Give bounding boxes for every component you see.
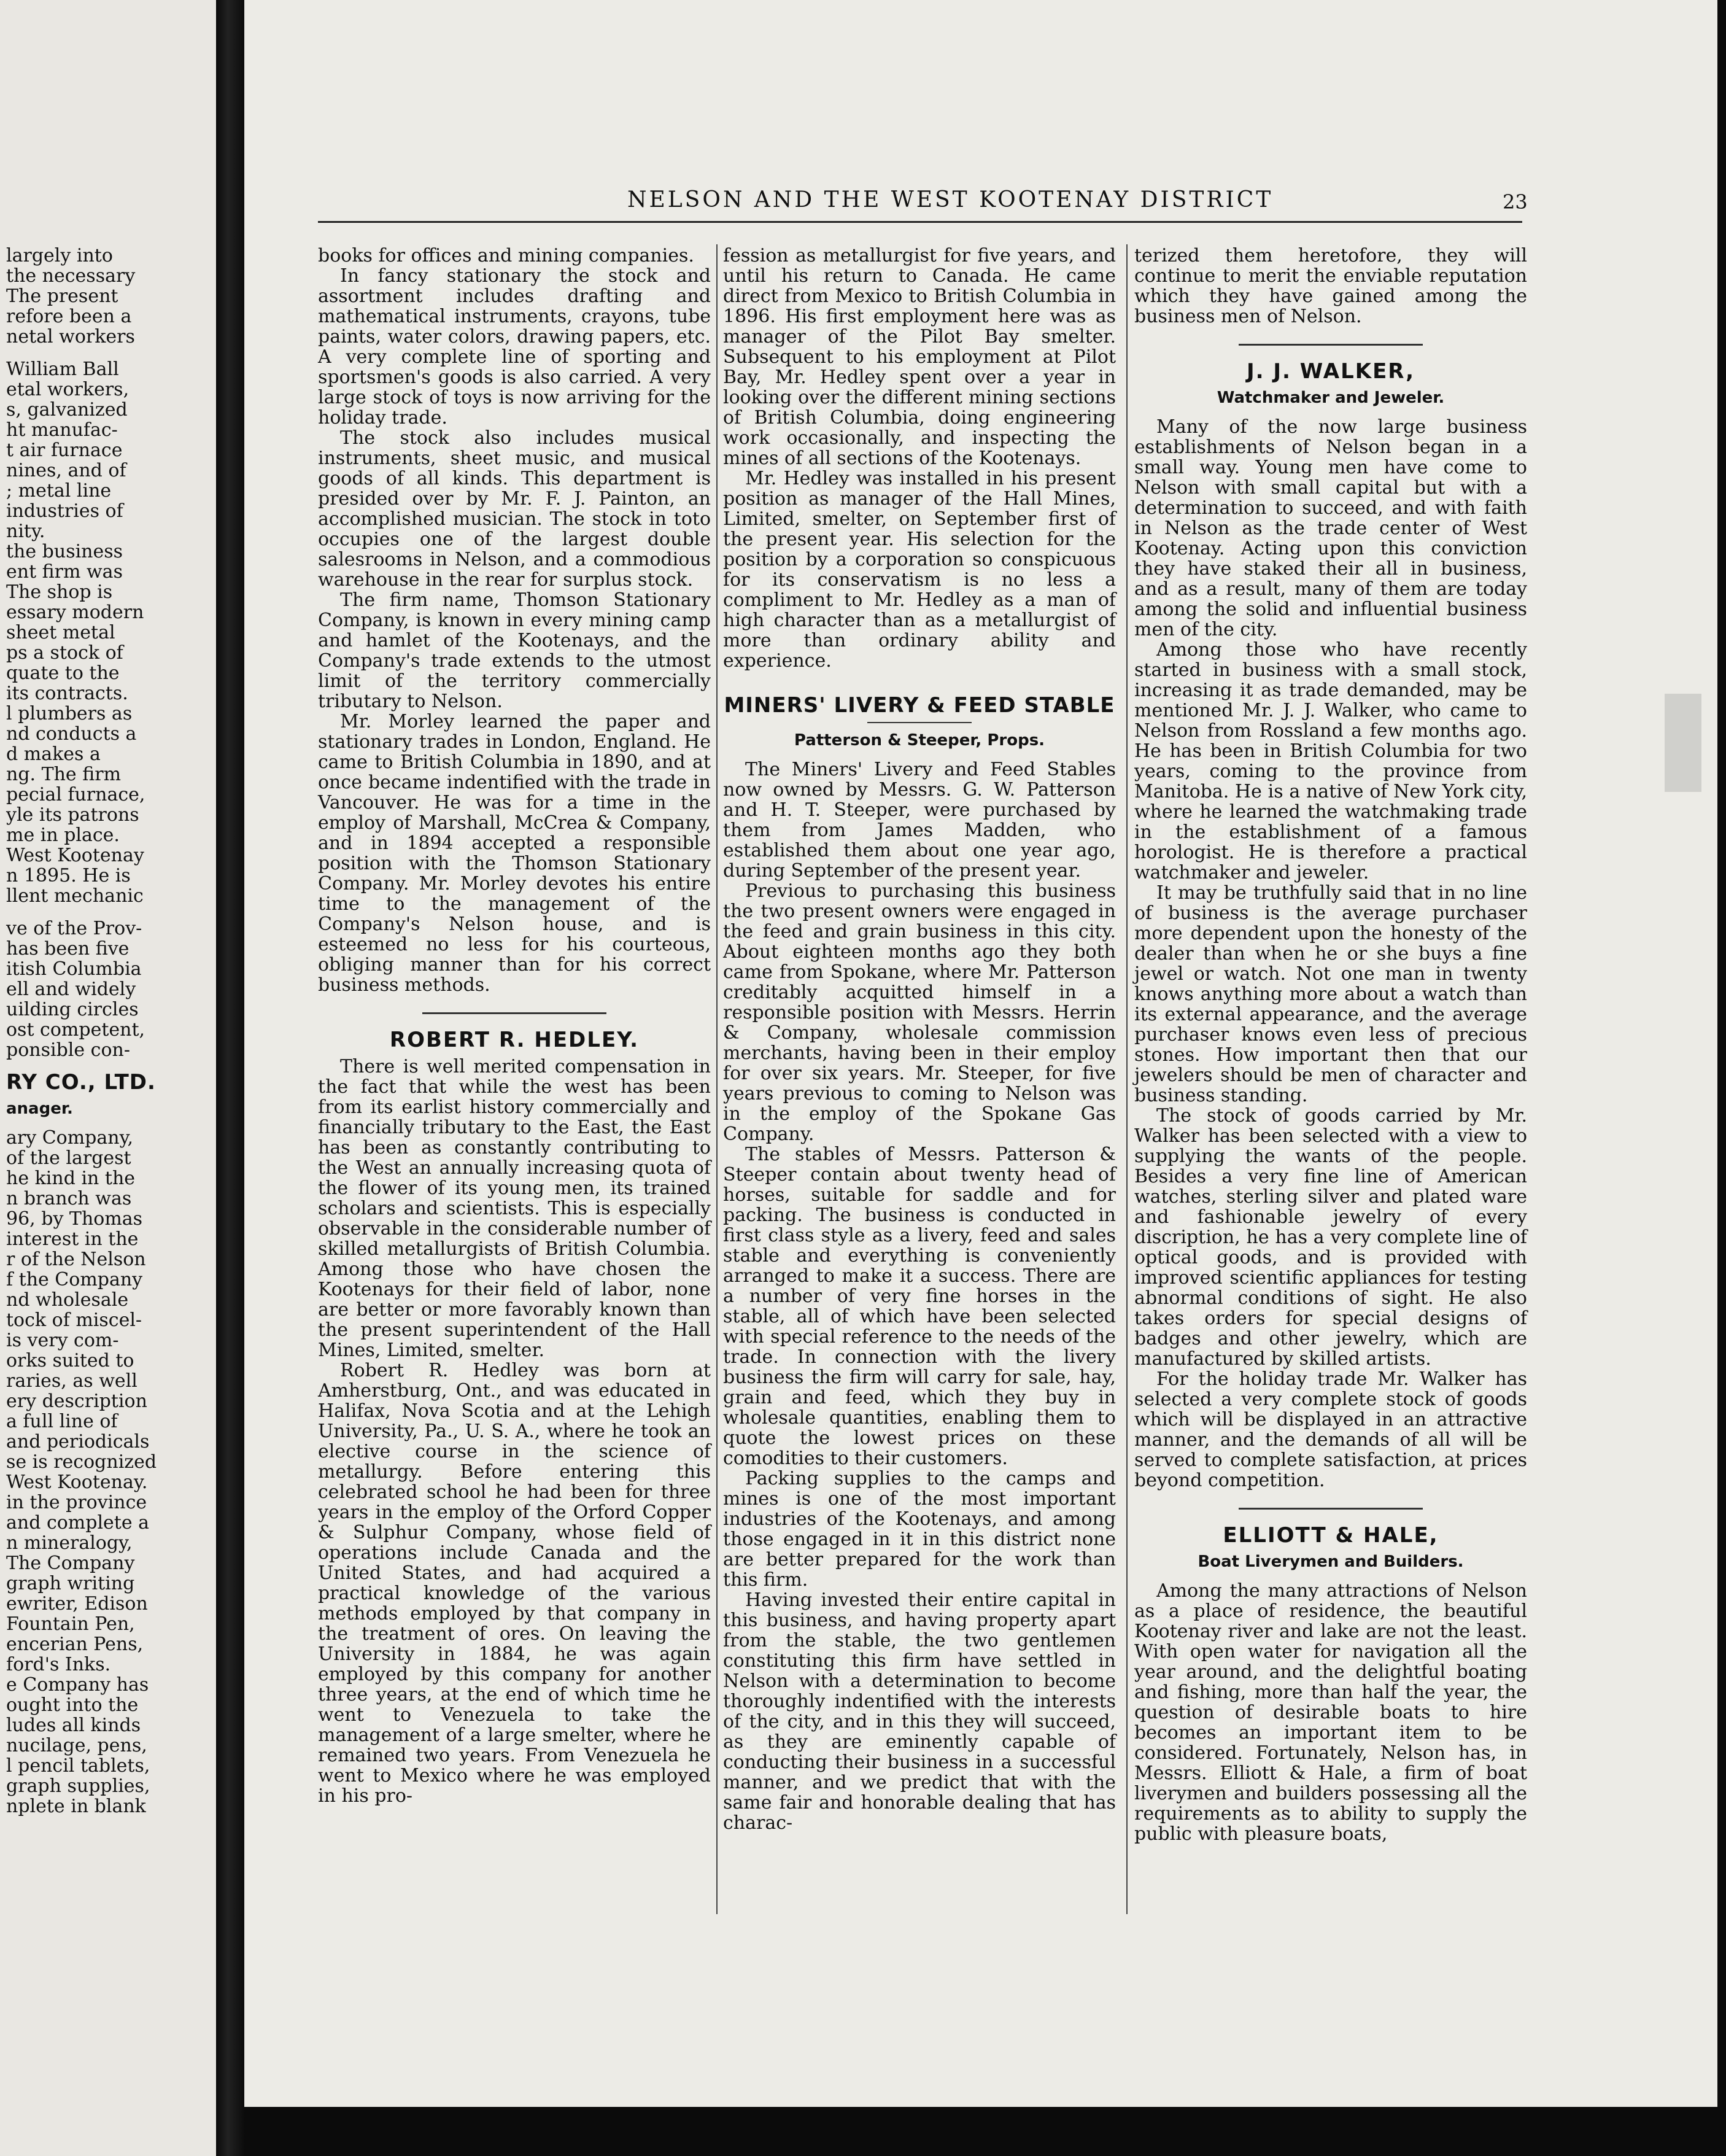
facing-page-text: the business ent firm was The shop is essary modern sheet metal ps a stock of quate to the its contracts. l plumbers as nd conducts a d makes a ng. The firm pecial furnace, yle its patrons me in place. West Kootenay n 1895. He is llent mechanic [6, 541, 145, 907]
facing-page-column [6, 246, 206, 1817]
facing-page-text: ve of the Prov- has been five itish Columbia ell and widely uilding circles ost competent, ponsible con- [6, 918, 145, 1061]
paragraph: Many of the now large business establishments of Nelson began in a small way. Young men have come to Nelson with small capital but with a determination to succeed, and with faith in Nelson as the trade center of West Kootenay. Acting upon this conviction they have staked their all in business, and as a result, many of them are today among the solid and influential business men of the city. [1134, 416, 1527, 640]
header-rule [318, 221, 1522, 223]
facing-page-subheading: anager. [6, 1099, 73, 1118]
column-rule [716, 244, 718, 1914]
facing-page-heading: RY CO., LTD. [6, 1070, 156, 1095]
section-heading: ELLIOTT & HALE, [1223, 1523, 1439, 1548]
book-gutter [216, 0, 246, 2156]
paragraph: The stock also includes musical instruments, sheet music, and musical goods of all kinds. This department is presided over by Mr. F. J. Painton, an accomplished musician. The stock in toto occupies one of the largest double salesrooms in Nelson, and a commodious warehouse in the rear for surplus stock. [318, 427, 711, 591]
paragraph: Mr. Morley learned the paper and stationary trades in London, England. He came to British Columbia in 1890, and at once became indentified with the trade in Vancouver. He was for a time in the employ of Marshall, McCrea & Company, and in 1894 accepted a responsible position with the Thomson Stationary Company. Mr. Morley devotes his entire time to the management of the Company's Nelson house, and is esteemed no less for his courteous, obliging manner than for his correct business methods. [318, 711, 711, 996]
facing-page-text: largely into the necessary The present refore been a netal workers [6, 245, 136, 347]
paragraph: Robert R. Hedley was born at Amherstburg, Ont., and was educated in Halifax, Nova Scotia and at the Lehigh University, Pa., U. S. A., where he took an elective course in the science of metallurgy. Before entering this celebrated school he had been for three years in the employ of the Orford Copper & Sulphur Company, whose field of operations include Canada and the United States, and had acquired a practical knowledge of the various methods employed by that company in the treatment of ores. On leaving the University in 1884, he was again employed by this company for another three years, at the end of which time he went to Venezuela to take the management of a large smelter, where he remained two years. From Venezuela he went to Mexico where he was employed in his pro- [318, 1360, 711, 1807]
paragraph: The firm name, Thomson Stationary Company, is known in every mining camp and hamlet of the Kootenays, and the Company's trade extends to the utmost limit of the territory commercially tributary to Nelson. [318, 589, 711, 712]
paragraph: Among those who have recently started in business with a small stock, increasing it as trade demanded, may be mentioned Mr. J. J. Walker, who came to Nelson from Rossland a few months ago. He has been in British Columbia for two years, coming to the province from Manitoba. He is a native of New York city, where he learned the watchmaking trade in the establishment of a famous horologist. He is therefore a practical watchmaker and jeweler. [1134, 639, 1527, 883]
facing-page-fragment [0, 0, 216, 2156]
paragraph: The stables of Messrs. Patterson & Steeper contain about twenty head of horses, suitable for saddle and for packing. The business is conducted in first class style as a livery, feed and sales stable and everything is conveniently arranged to make it a success. There are a number of very fine horses in the stable, all of which have been selected with special reference to the needs of the trade. In connection with the livery business the firm will carry for sale, hay, grain and feed, which they buy in wholesale quantities, enabling them to quote the lowest prices on these comodities to their customers. [723, 1144, 1116, 1469]
paragraph: There is well merited compensation in the fact that while the west has been from its earlist history commercially and financially tributary to the East, the East has been as constantly contributing to the West an annually increasing quota of the flower of its young men, its trained scholars and scientists. This is especially observable in the considerable number of skilled metallurgists of British Columbia. Among those who have chosen the Kootenays for their field of labor, none are better or more favorably known than the present superintendent of the Hall Mines, Limited, smelter. [318, 1056, 711, 1361]
section-heading: MINERS' LIVERY & FEED STABLE [724, 693, 1115, 718]
column-2 [723, 246, 1116, 1833]
facing-page-text: William Ball etal workers, s, galvanized ht manufac- t air furnace nines, and of ; metal line industries of nity. [6, 359, 130, 542]
paragraph: The stock of goods carried by Mr. Walker has been selected with a view to supplying the wants of the people. Besides a very fine line of American watches, sterling silver and plated ware and fashionable jewelry of every discription, he has a very complete line of optical goods, and is provided with improved scientific appliances for testing abnormal conditions of sight. He also takes orders for special designs of badges and other jewelry, which are manufactured by skilled artists. [1134, 1105, 1527, 1370]
page-number: 23 [1503, 190, 1528, 214]
paragraph: It may be truthfully said that in no line of business is the average purchaser more dependent upon the honesty of the dealer than when he or she buys a fine jewel or watch. Not one man in twenty knows anything more about a watch than its external appearance, and the average purchaser knows even less of precious stones. How important then that our jewelers should be men of character and business standing. [1134, 882, 1527, 1106]
section-heading: J. J. WALKER, [1246, 359, 1415, 384]
section-subheading: Patterson & Steeper, Props. [794, 731, 1045, 750]
paragraph: The Miners' Livery and Feed Stables now owned by Messrs. G. W. Patterson and H. T. Steeper, were purchased by them from James Madden, who established them about one year ago, during September of the present year. [723, 759, 1116, 882]
section-divider [1239, 344, 1423, 346]
paragraph: Packing supplies to the camps and mines is one of the most important industries of the Kootenays, and among those engaged in it in this district none are better prepared for the work than this firm. [723, 1468, 1116, 1591]
paragraph: In fancy stationary the stock and assortment includes drafting and mathematical instruments, crayons, tube paints, water colors, drawing papers, etc. A very complete line of sporting and sportsmen's goods is also carried. A very large stock of toys is now arriving for the holiday trade. [318, 265, 711, 428]
paragraph: Among the many attractions of Nelson as a place of residence, the beautiful Kootenay river and lake are not the least. With open water for navigation all the year around, and the delightful boating and fishing, more than half the year, the question of desirable boats to hire becomes an important item to be considered. Fortunately, Nelson has, in Messrs. Elliott & Hale, a firm of boat liverymen and builders possessing all the requirements as to ability to supply the public with pleasure boats, [1134, 1580, 1527, 1845]
facing-page-text: ary Company, of the largest he kind in the n branch was 96, by Thomas interest in the r of the Nelson f the Company nd wholesale tock of miscel- is very com- orks suited to raries, as well ery description a full line of and periodicals [6, 1127, 150, 1452]
column-rule [1126, 244, 1128, 1914]
heading-underline [867, 722, 972, 723]
running-header: NELSON AND THE WEST KOOTENAY DISTRICT [627, 187, 1274, 212]
paragraph: Previous to purchasing this business the two present owners were engaged in the feed and grain business in this city. About eighteen months ago they both came from Spokane, where Mr. Patterson creditably acquitted himself in a responsible position with Messrs. Herrin & Company, wholesale commission merchants, having been in their employ for over six years. Mr. Steeper, for five years previous to coming to Nelson was in the employ of the Spokane Gas Company. [723, 880, 1116, 1145]
section-subheading: Boat Liverymen and Builders. [1198, 1553, 1464, 1571]
paragraph: fession as metallurgist for five years, and until his return to Canada. He came direct from Mexico to British Columbia in 1896. His first employment here was as manager of the Pilot Bay smelter. Subsequent to his employment at Pilot Bay, Mr. Hedley spent over a year in looking over the different mining sections of British Columbia, doing engineering work occasionally, and inspecting the mines of all sections of the Kootenays. [723, 245, 1116, 469]
section-subheading: Watchmaker and Jeweler. [1217, 389, 1445, 407]
section-divider [422, 1012, 606, 1014]
facing-page-text: se is recognized West Kootenay. in the province and complete a n mineralogy, The Company graph writing ewriter, Edison Fountain Pen, encerian Pens, ford's Inks. e Company has ought into the ludes all kinds nucilage, pens, l pencil tablets, graph supplies, nplete in blank [6, 1451, 157, 1817]
paragraph: Mr. Hedley was installed in his present position as manager of the Hall Mines, Limited, smelter, on September first of the present year. His selection for the position by a corporation so conspicuous for its conservatism is no less a compliment to Mr. Hedley as a man of high character than as a metallurgist of more than ordinary ability and experience. [723, 468, 1116, 672]
paragraph: terized them heretofore, they will continue to merit the enviable reputation which they have gained among the business men of Nelson. [1134, 245, 1527, 327]
paragraph: For the holiday trade Mr. Walker has selected a very complete stock of goods which will be displayed in an attractive manner, and the demands of all will be served to complete satisfaction, at prices beyond competition. [1134, 1368, 1527, 1491]
section-heading: ROBERT R. HEDLEY. [389, 1028, 640, 1052]
column-3 [1134, 246, 1527, 1844]
column-1 [318, 246, 711, 1806]
paragraph: books for offices and mining companies. [318, 245, 694, 266]
paragraph: Having invested their entire capital in this business, and having property apart from the stable, the two gentlemen constituting this firm have settled in Nelson with a determination to become thoroughly indentified with the interests of the city, and in this they will succeed, as they are eminently capable of conducting their business in a successful manner, and we predict that with the same fair and honorable dealing that has charac- [723, 1589, 1116, 1834]
page-tab-marker [1665, 694, 1701, 792]
section-divider [1239, 1508, 1423, 1510]
